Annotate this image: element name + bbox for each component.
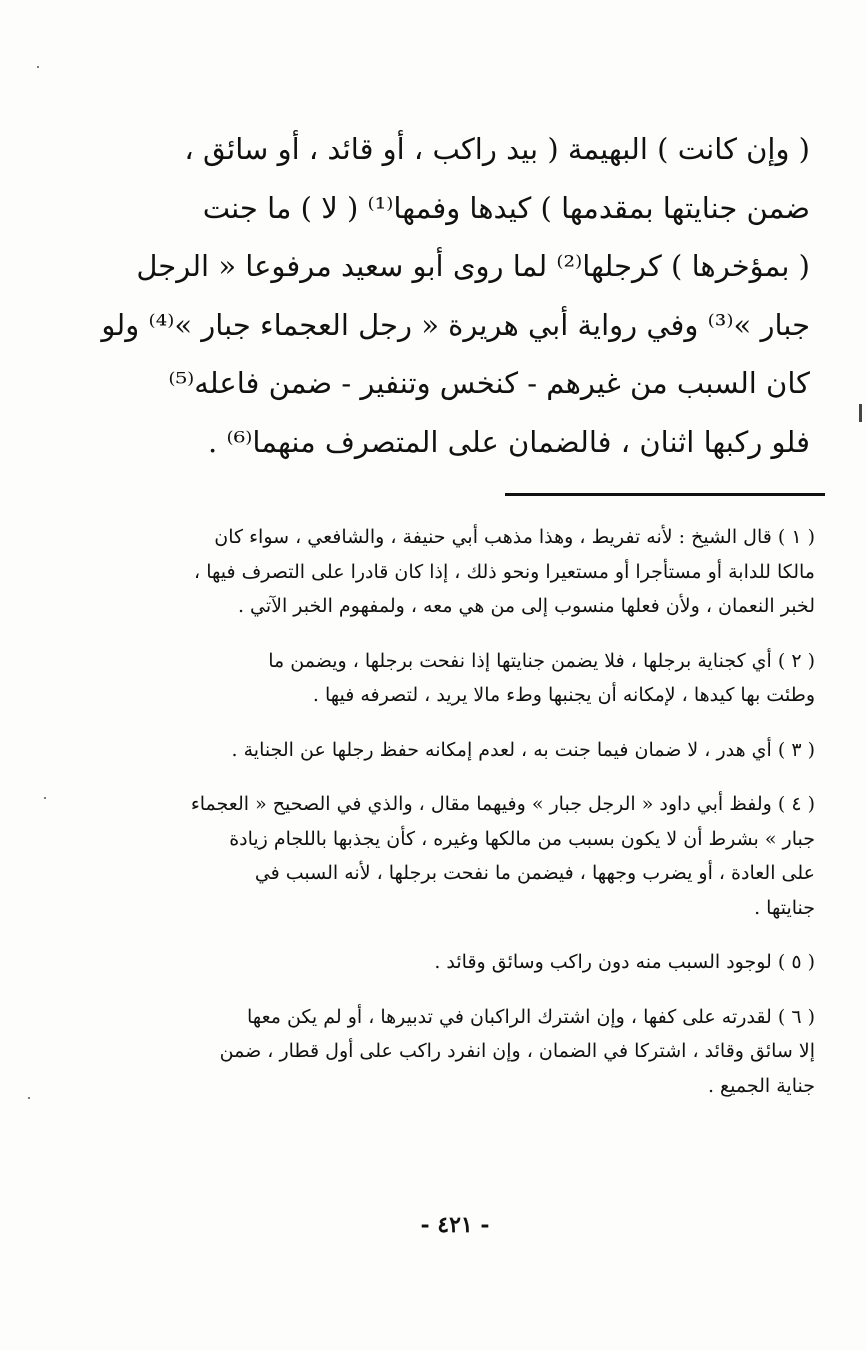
footnote-line: جناية الجميع . xyxy=(707,1074,815,1097)
footnote-line: جبار » بشرط أن لا يكون بسبب من مالكها وغيره ، كأن يجذبها باللجام زيادة xyxy=(229,827,815,850)
scan-speck xyxy=(37,66,39,68)
footnote-5 xyxy=(95,945,815,980)
footnote-3 xyxy=(95,733,815,768)
main-text-line: فلو ركبها اثنان ، فالضمان على المتصرف منهما⁽⁶⁾ . xyxy=(208,424,810,459)
main-text-line: ( بمؤخرها ) كرجلها⁽²⁾ لما روى أبو سعيد مرفوعا « الرجل xyxy=(136,249,810,283)
footnote-divider xyxy=(505,493,825,496)
scan-speck xyxy=(44,797,46,799)
footnote-1 xyxy=(95,520,815,624)
footnote-2 xyxy=(95,644,815,713)
page-number: - ٤٢١ - xyxy=(420,1212,490,1238)
main-text-line: ضمن جنايتها بمقدمها ) كيدها وفمها⁽¹⁾ ( لا ) ما جنت xyxy=(202,190,810,225)
footnote-line: على العادة ، أو يضرب وجهها ، فيضمن ما نفحت برجلها ، لأنه السبب في xyxy=(254,862,815,884)
main-text-line: كان السبب من غيرهم - كنخس وتنفير - ضمن فاعله⁽⁵⁾ xyxy=(168,366,810,400)
main-text-block xyxy=(95,120,810,471)
footnote-line: ( ٥ ) لوجود السبب منه دون راكب وسائق وقائد . xyxy=(434,951,815,973)
footnote-line: لخبر النعمان ، ولأن فعلها منسوب إلى من هي معه ، ولمفهوم الخبر الآتي . xyxy=(237,595,815,617)
scan-edge-mark xyxy=(859,404,862,422)
footnote-line: مالكا للدابة أو مستأجرا أو مستعيرا ونحو ذلك ، إذا كان قادرا على التصرف فيها ، xyxy=(194,560,815,583)
footnote-6 xyxy=(95,1000,815,1104)
footnote-line: ( ٤ ) ولفظ أبي داود « الرجل جبار » وفيهما مقال ، والذي في الصحيح « العجماء xyxy=(190,793,815,815)
main-text-line: جبار »⁽³⁾ وفي رواية أبي هريرة « رجل العجماء جبار »⁽⁴⁾ ولو xyxy=(101,307,810,342)
footnote-line: وطئت بها كيدها ، لإمكانه أن يجنبها وطء مالا يريد ، لتصرفه فيها . xyxy=(312,684,815,706)
footnotes-section xyxy=(95,520,815,1123)
footnote-line: ( ٦ ) لقدرته على كفها ، وإن اشترك الراكبان في تدبيرها ، أو لم يكن معها xyxy=(247,1005,815,1028)
footnote-line: ( ٢ ) أي كجناية برجلها ، فلا يضمن جنايتها إذا نفحت برجلها ، ويضمن ما xyxy=(268,649,815,672)
footnote-line: ( ١ ) قال الشيخ : لأنه تفريط ، وهذا مذهب أبي حنيفة ، والشافعي ، سواء كان xyxy=(214,526,815,548)
footnote-line: ( ٣ ) أي هدر ، لا ضمان فيما جنت به ، لعدم إمكانه حفظ رجلها عن الجناية . xyxy=(231,738,815,761)
footnote-line: إلا سائق وقائد ، اشتركا في الضمان ، وإن انفرد راكب على أول قطار ، ضمن xyxy=(219,1040,815,1062)
footnote-line: جنايتها . xyxy=(754,896,815,919)
main-text-line: ( وإن كانت ) البهيمة ( بيد راكب ، أو قائد ، أو سائق ، xyxy=(184,132,810,166)
scan-speck xyxy=(28,1097,30,1099)
footnote-4 xyxy=(95,787,815,925)
